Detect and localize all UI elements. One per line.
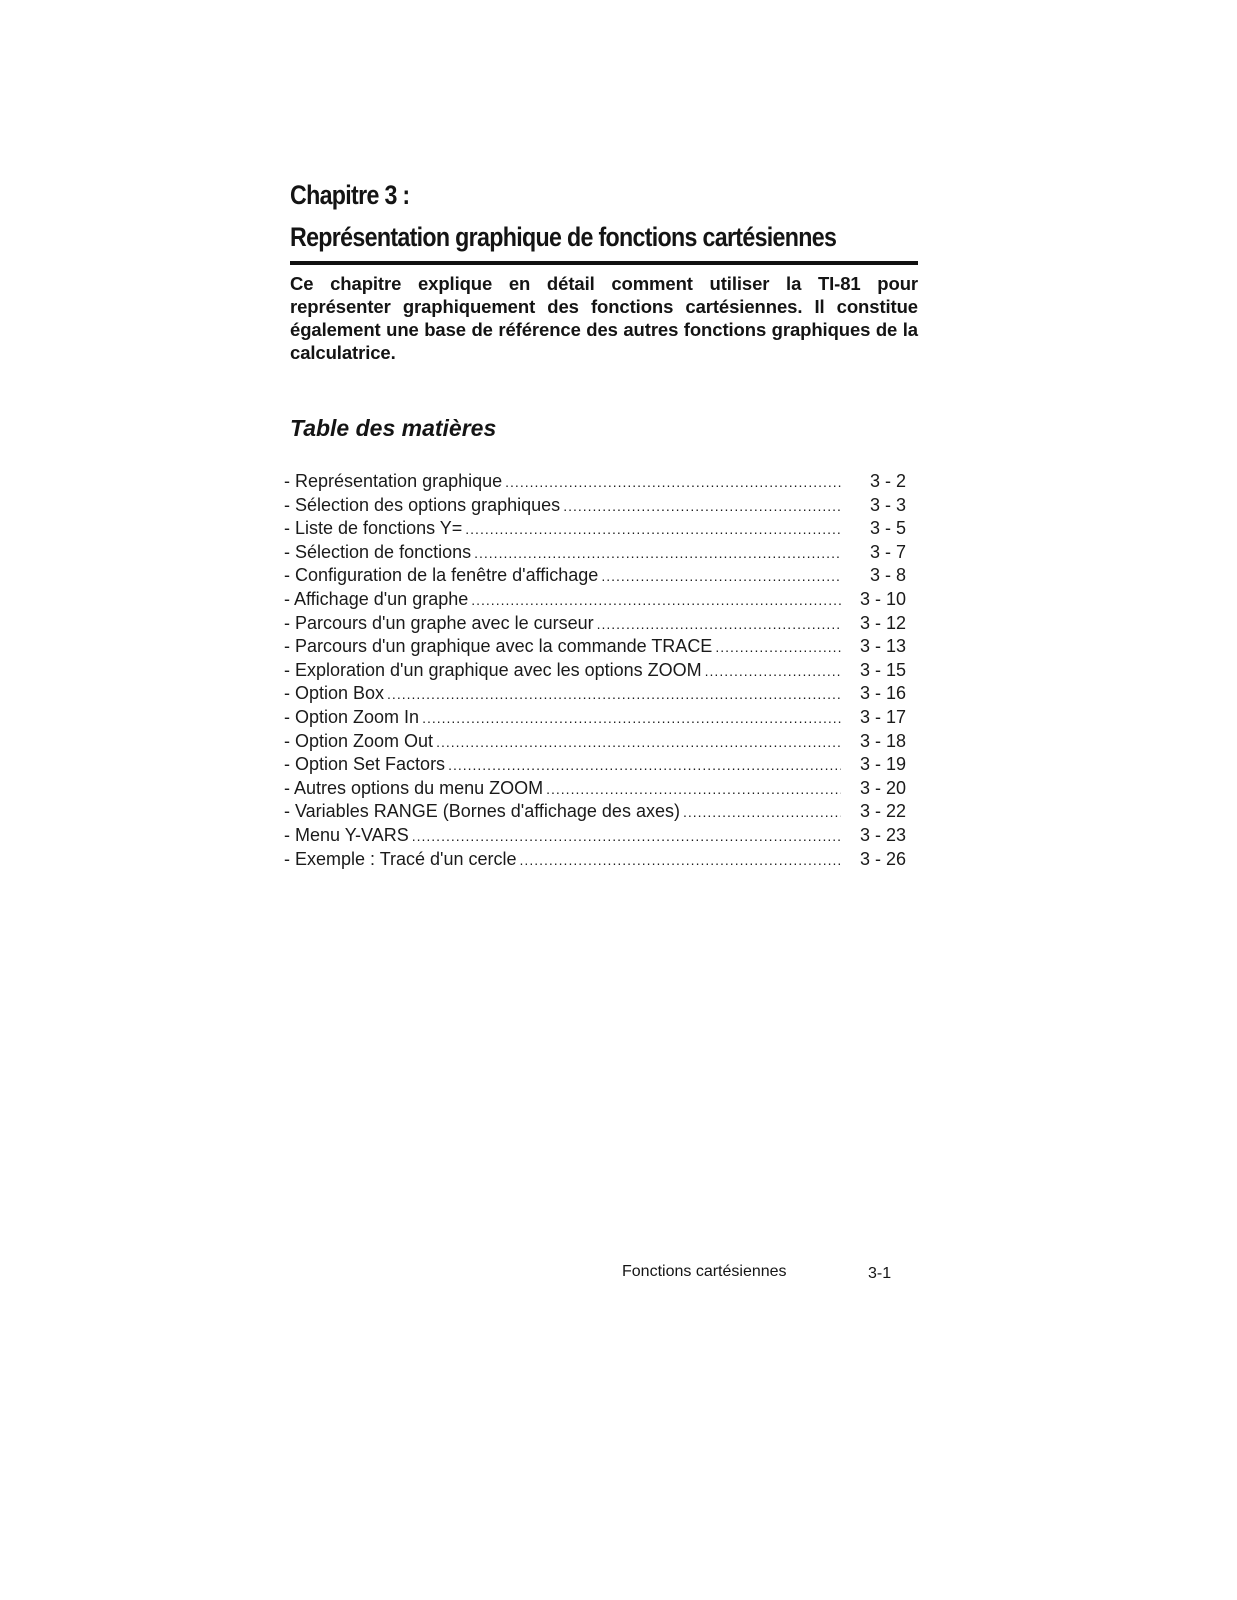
toc-entry: - Liste de fonctions Y= [284,518,463,539]
toc-item [284,848,906,872]
toc-entry: - Autres options du menu ZOOM [284,777,544,798]
toc-page-number: 3 - 5 [869,518,906,539]
toc-leader [601,565,841,589]
toc-page-number: 3 - 20 [859,777,906,798]
toc-entry: - Parcours d'un graphique avec la commande TRACE [284,636,713,657]
toc-leader [520,849,841,873]
footer-page-number: 3-1 [868,1265,892,1282]
toc-leader [436,731,841,755]
table-of-contents [284,470,906,871]
toc-leader [465,518,841,542]
toc-page-number: 3 - 23 [859,824,906,845]
toc-entry: - Sélection de fonctions [284,541,472,562]
toc-leader [546,778,841,802]
toc-leader [563,495,841,519]
chapter-title: Représentation graphique de fonctions cartésiennes [290,222,837,252]
toc-leader [474,542,841,566]
toc-leader [448,754,841,778]
toc-entry: - Variables RANGE (Bornes d'affichage des axes) [284,801,680,822]
toc-item [284,824,906,848]
toc-item [284,635,906,659]
toc-entry: - Menu Y-VARS [284,824,409,845]
toc-leader [683,801,841,825]
toc-page-number: 3 - 13 [859,636,906,657]
toc-page-number: 3 - 15 [859,659,906,680]
toc-entry: - Option Box [284,683,385,704]
toc-entry: - Représentation graphique [284,471,503,491]
toc-item [284,564,906,588]
toc-item [284,470,906,494]
toc-page-number: 3 - 26 [859,848,906,869]
toc-entry: - Option Set Factors [284,754,446,775]
toc-page-number: 3 - 2 [869,471,906,491]
toc-entry: - Exemple : Tracé d'un cercle [284,848,517,869]
toc-item [284,730,906,754]
toc-item [284,517,906,541]
toc-leader [505,471,841,495]
toc-leader [387,683,841,707]
chapter-label: Chapitre 3 : [290,180,410,210]
toc-heading: Table des matières [290,415,497,441]
toc-leader [471,589,841,613]
toc-page-number: 3 - 18 [859,730,906,751]
toc-entry: - Sélection des options graphiques [284,494,561,515]
toc-entry: - Parcours d'un graphe avec le curseur [284,612,594,633]
toc-entry: - Option Zoom Out [284,730,434,751]
toc-page-number: 3 - 16 [859,683,906,704]
toc-entry: - Configuration de la fenêtre d'affichage [284,565,599,586]
chapter-header [290,178,918,254]
toc-entry: - Option Zoom In [284,706,420,727]
toc-entry: - Affichage d'un graphe [284,588,469,609]
toc-item [284,659,906,683]
toc-page-number: 3 - 8 [869,565,906,586]
toc-page-number: 3 - 10 [859,588,906,609]
toc-item [284,706,906,730]
toc-page-number: 3 - 3 [869,494,906,515]
toc-leader [422,707,841,731]
toc-item [284,777,906,801]
toc-item [284,800,906,824]
footer-title: Fonctions cartésiennes [622,1263,787,1280]
toc-page-number: 3 - 17 [859,706,906,727]
toc-page-number: 3 - 12 [859,612,906,633]
toc-item [284,753,906,777]
toc-item [284,612,906,636]
toc-page-number: 3 - 7 [869,541,906,562]
chapter-intro: Ce chapitre explique en détail comment utiliser la TI-81 pour représenter graphiquement des fonctions cartésiennes. Il constitue également une base de référence des autres fonctions graphiques de la calculatrice. [290,273,918,363]
toc-page-number: 3 - 22 [859,801,906,822]
toc-leader [597,613,841,637]
toc-entry: - Exploration d'un graphique avec les options ZOOM [284,659,702,680]
toc-item [284,541,906,565]
toc-leader [412,825,841,849]
toc-leader [715,636,841,660]
toc-item [284,588,906,612]
title-underline [290,261,918,265]
toc-page-number: 3 - 19 [859,754,906,775]
toc-item [284,494,906,518]
toc-item [284,682,906,706]
toc-leader [705,660,841,684]
